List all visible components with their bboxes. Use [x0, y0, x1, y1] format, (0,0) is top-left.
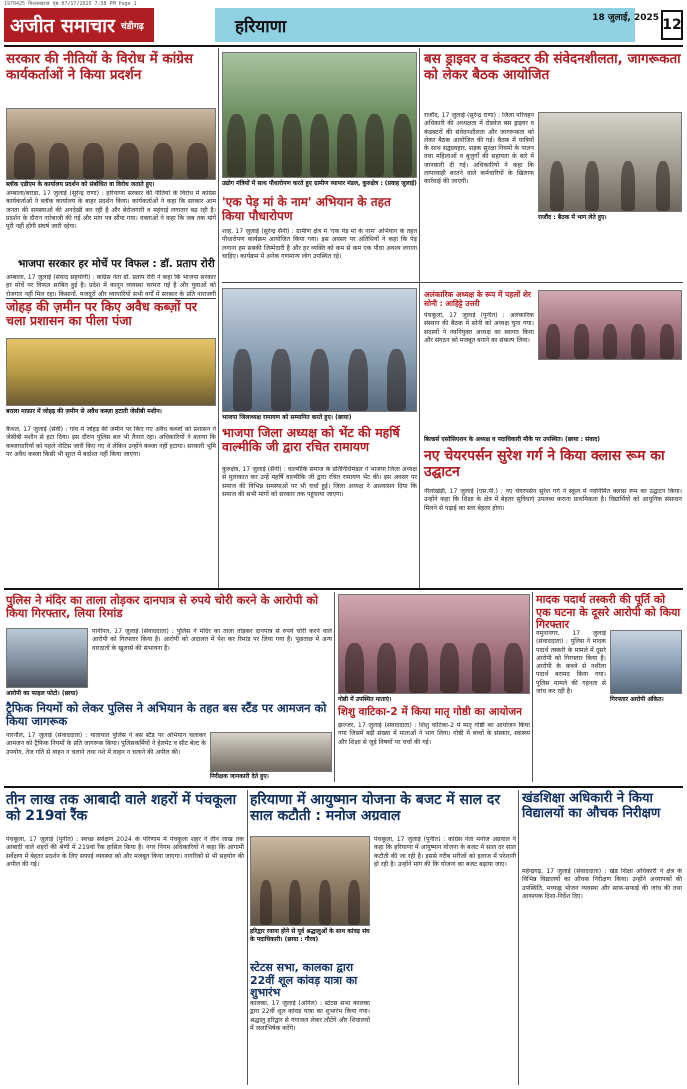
story-photo [250, 836, 370, 926]
story-headline: शिशु वाटिका-2 में किया मातृ गोष्ठी का आयोजन [338, 706, 522, 718]
story-photo [6, 628, 88, 688]
photo-caption: आरोपी का फाइल फोटो। (छाया) [6, 690, 79, 697]
story-body: झज्जर, 17 जुलाई (संवाददाता) : शिशु वाटिका-2 में मातृ गोष्ठी का आयोजन किया गया जिसमें बड़ी संख्या में माताओं ने भाग लिया। गोष्ठी में बच्चों के संस्कार, स्वास्थ्य और शिक्षा से जुड़े विषयों पर चर्चा की गई। [338, 722, 530, 746]
column-divider [334, 592, 335, 782]
column-divider [247, 790, 248, 1085]
photo-caption: भाजपा जिलाध्यक्ष रामायण को सम्मानित करते हुए। (छाया) [222, 414, 352, 421]
story-body: पंचकूला, 17 जुलाई (पुनीत) : कांग्रेस नेता मनोज अग्रवाल ने कहा कि हरियाणा में आयुष्मान योजना के बजट में साल दर साल कटौती की जा रही है। इससे गरीब मरीजों को इलाज में परेशानी हो रही है। उन्होंने मांग की कि योजना का बजट बढ़ाया जाए। [374, 836, 516, 868]
story-photo [6, 108, 216, 180]
photo-caption: हरिद्वार रवाना होने से पूर्व श्रद्धालुओं के साथ कांवड़ संघ के पदाधिकारी। (छाया : गौरव) [250, 928, 370, 943]
story-headline: मादक पदार्थ तस्करी की पूर्ति को एक घटना के दूसरे आरोपी को किया गिरफ्तार [536, 593, 681, 632]
column-divider [518, 790, 519, 1085]
story-headline: खंडशिक्षा अधिकारी ने किया विद्यालयों का औचक निरीक्षण [522, 791, 661, 821]
story-body: अम्बाला/बराड़ा, 17 जुलाई (सुरेन्द्र राणा) : हरियाणा सरकार की नीतियों के विरोध में कांग्रेस कार्यकर्ताओं ने ब्लॉक कार्यालय के बाहर प्रदर्शन किया। कार्यकर्ताओं ने कहा कि सरकार आम जनता की समस्याओं की अनदेखी कर रही है और बेरोजगारी व महंगाई लगातार बढ़ रही है। प्रदर्शन के दौरान नारेबाजी की गई और मांग पत्र सौंपा गया। वक्ताओं ने कहा कि जब तक मांगें पूरी नहीं होंगी संघर्ष जारी रहेगा। [6, 190, 216, 231]
story-headline: हरियाणा में आयुष्मान योजना के बजट में साल दर साल कटौती : मनोज अग्रवाल [250, 792, 501, 825]
story-photo [538, 290, 682, 360]
story-photo [610, 630, 682, 694]
story-body: पंचकूला, 17 जुलाई (पुनीत) : अलंकारिक संस्थान की बैठक में सोनी को अध्यक्ष चुना गया। सदस्यों ने नवनियुक्त अध्यक्ष का स्वागत किया और संगठन को मजबूत बनाने का संकल्प लिया। [424, 312, 534, 344]
story-body: नारनौल, 17 जुलाई (संवाददाता) : यातायात पुलिस ने बस स्टैंड पर अभियान चलाकर आमजन को ट्रैफिक नियमों के प्रति जागरूक किया। पुलिसकर्मियों ने हेलमेट व सीट बेल्ट के उपयोग, तेज गति से वाहन न चलाने तथा नशे में वाहन न चलाने की अपील की। [6, 732, 206, 756]
story-body: शाह, 17 जुलाई (सुरेन्द्र सैनी) : ग्रामीण क्षेत्र में 'एक पेड़ मां के नाम' अभियान के तहत पौधारोपण कार्यक्रम आयोजित किया गया। इस अवसर पर अतिथियों ने कहा कि पेड़ लगाना हम सबकी जिम्मेदारी है और हर व्यक्ति को कम से कम एक पौधा अवश्य लगाना चाहिए। कार्यक्रम में अनेक गणमान्य लोग उपस्थित रहे। [222, 228, 417, 260]
story-photo [222, 52, 417, 178]
photo-caption: उद्योग मंत्रियों में साथ पौधारोपण करते हुए ग्रामीण व्यापार मंडल, कुरुक्षेत्र : (प्रवाह जुलाई) [222, 180, 417, 187]
story-headline: पुलिस ने मंदिर का ताला तोड़कर दानपात्र से रुपये चोरी करने के आरोपी को किया गिरफ्तार, लिया रिमांड [6, 593, 319, 621]
story-body: अम्बाला, 17 जुलाई (संवाद सहयोगी) : कांग्रेस नेता डॉ. प्रताप रोरी ने कहा कि भाजपा सरकार हर मोर्चे पर विफल साबित हुई है। प्रदेश में कानून व्यवस्था चरमरा गई है और युवाओं को रोजगार नहीं मिल रहा। किसानों, मजदूरों और व्यापारियों सभी वर्गों में सरकार के प्रति नाराजगी [6, 274, 216, 298]
column-divider [532, 592, 533, 782]
section-rule [4, 588, 683, 590]
photo-caption: निरीक्षक जानकारी देते हुए। [210, 773, 269, 780]
newspaper-logo [4, 8, 154, 42]
story-headline: नए चेयरपर्सन सुरेश गर्ग ने किया क्लास रूम का उद्घाटन [424, 448, 665, 481]
story-headline: ट्रैफिक नियमों को लेकर पुलिस ने अभियान के तहत बस स्टैंड पर आमजन को किया जागरूक [6, 701, 327, 729]
story-body: राजौंद, 17 जुलाई (सुरेन्द्र राणा) : जिला परिवहन अधिकारी की अध्यक्षता में रोडवेज बस ड्राइवर व कंडक्टरों की संवेदनशीलता और जागरूकता को लेकर बैठक आयोजित की गई। बैठक में यात्रियों के साथ सद्व्यवहार, सड़क सुरक्षा नियमों के पालन तथा महिलाओं व बुजुर्गों की सहायता के बारे में जानकारी दी गई। अधिकारियों ने कहा कि लापरवाही बरतने वाले कर्मचारियों के खिलाफ कार्रवाई की जाएगी। [424, 112, 534, 186]
story-headline: भाजपा जिला अध्यक्ष को भेंट की महर्षि वाल्मीकि जी द्वारा रचित रामायण [222, 425, 400, 455]
photo-caption: राजौंद : बैठक में भाग लेते हुए। [538, 214, 607, 221]
story-headline: अलंकारिक अध्यक्ष के रूप में पहलों शेर सोनी : आहिट्टे उत्तरी [424, 290, 532, 308]
story-body: कालका, 17 जुलाई (अनिल) : स्टेटस सभा कालका द्वारा 22वीं शूल कांवड़ यात्रा का शुभारंभ किया गया। श्रद्धालु हरिद्वार से गंगाजल लेकर लौटेंगे और शिवालयों में जलाभिषेक करेंगे। [250, 1000, 370, 1032]
masthead [0, 8, 687, 44]
section-rule [4, 786, 683, 788]
photo-caption: बराला माफ़ार में जोहड़ की ज़मीन से अवैध कब्ज़ा हटाती जेसीबी मशीन। [6, 408, 162, 415]
story-photo [338, 594, 530, 694]
page-number: 12 [661, 10, 683, 40]
header-rule [4, 45, 683, 47]
edition-city: चंडीगढ़ [120, 21, 144, 32]
story-photo [210, 732, 332, 772]
issue-date: 18 जुलाई, 2025 [592, 13, 659, 23]
story-body: नीलोखेड़ी, 17 जुलाई (एस.पी.) : नए चेयरपर्सन सुरेश गर्ग ने स्कूल में नवनिर्मित क्लास रूम का उद्घाटन किया। उन्होंने कहा कि शिक्षा के क्षेत्र में बेहतर सुविधाएं उपलब्ध कराना प्राथमिकता है। विद्यार्थियों को आधुनिक संसाधन मिलने से पढ़ाई का स्तर बेहतर होगा। [424, 488, 682, 512]
brand-name: अजीत समाचार [10, 15, 115, 37]
section-label: हरियाणा [235, 16, 287, 37]
story-photo [222, 288, 417, 412]
photo-caption: बिल्डर्स एसोसिएशन के अध्यक्ष व पदाधिकारी मौके पर उपस्थित। (छाया : संवाद) [424, 436, 601, 443]
story-headline: जोहड़ की ज़मीन पर किए अवैध कब्ज़ों पर चला प्रशासन का पीला पंजा [6, 299, 198, 329]
story-headline: बस ड्राइवर व कंडक्टर की संवेदनशीलता, जागरूकता को लेकर बैठक आयोजित [424, 51, 681, 83]
section-title [215, 8, 635, 42]
column-divider [218, 48, 219, 588]
story-headline: स्टेटस सभा, कालका द्वारा 22वीं शूल कांवड़ यात्रा का शुभारंभ [250, 961, 358, 1000]
story-headline: तीन लाख तक आबादी वाले शहरों में पंचकूला को 219वां रैंक [6, 792, 237, 825]
story-body: कुरुक्षेत्र, 17 जुलाई (सैनी) : वाल्मीकि समाज के प्रतिनिधिमंडल ने भाजपा जिला अध्यक्ष से मुलाकात कर उन्हें महर्षि वाल्मीकि जी द्वारा रचित रामायण भेंट की। इस अवसर पर समाज की विभिन्न समस्याओं पर भी चर्चा हुई। जिला अध्यक्ष ने आश्वासन दिया कि समाज की सभी मांगों को सरकार तक पहुंचाया जाएगा। [222, 466, 417, 498]
photo-caption: ब्लॉक एडीएम के कार्यालय प्रदर्शन को संबोधित वा विरोध जताते हुए। [6, 181, 155, 188]
story-photo [538, 112, 682, 212]
story-headline: सरकार की नीतियों के विरोध में कांग्रेस कार्यकर्ताओं ने किया प्रदर्शन [6, 51, 193, 83]
story-body: महेन्द्रगढ़, 17 जुलाई (संवाददाता) : खंड शिक्षा अधिकारी ने क्षेत्र के विभिन्न विद्यालयों का औचक निरीक्षण किया। उन्होंने अध्यापकों की उपस्थिति, मध्याह्न भोजन व्यवस्था और साफ-सफाई की जांच की तथा आवश्यक दिशा-निर्देश दिए। [522, 868, 682, 900]
story-body: यमुनानगर, 17 जुलाई (संवाददाता) : पुलिस ने मादक पदार्थ तस्करी के मामले में दूसरे आरोपी को गिरफ्तार किया है। आरोपी के कब्जे से नशीला पदार्थ बरामद किया गया। पुलिस मामले की गहनता से जांच कर रही है। [536, 630, 606, 696]
story-body: कैथल, 17 जुलाई (सेवी) : गांव में जोहड़ की जमीन पर किए गए अवैध कब्जों को प्रशासन ने जेसीबी मशीन से हटा दिया। इस दौरान पुलिस बल भी तैनात रहा। अधिकारियों ने बताया कि कब्जाधारियों को पहले नोटिस जारी किए गए थे लेकिन उन्होंने कब्जा नहीं हटाया। सरकारी भूमि पर अवैध कब्जा किसी भी सूरत में बर्दाश्त नहीं किया जाएगा। [6, 426, 216, 458]
print-meta-line: 1970425 मिल्लाखराब पृष्ठ 07/17/2025 7:38 PM Page 1 [4, 1, 137, 7]
photo-caption: गोष्ठी में उपस्थित माताएं। [338, 696, 392, 703]
story-body: पंचकूला, 17 जुलाई (पुनीत) : स्वच्छ सर्वेक्षण 2024 के परिणाम में पंचकूला शहर ने तीन लाख तक आबादी वाले शहरों की श्रेणी में 219वां रैंक हासिल किया है। नगर निगम अधिकारियों ने कहा कि आगामी सर्वेक्षण में बेहतर प्रदर्शन के लिए सफाई व्यवस्था को और मजबूत किया जाएगा। नागरिकों से भी सहयोग की अपील की गई। [6, 836, 244, 868]
photo-caption: गिरफ्तार आरोपी अंकित। [610, 696, 664, 703]
story-photo [6, 338, 216, 406]
story-headline: भाजपा सरकार हर मोर्चे पर विफल : डॉ. प्रताप रोरी [18, 258, 215, 270]
column-divider [419, 48, 420, 588]
story-body: पानीपत, 17 जुलाई (संवाददाता) : पुलिस ने मंदिर का ताला तोड़कर दानपात्र से रुपये चोरी करने वाले आरोपी को गिरफ्तार किया है। आरोपी को अदालत में पेश कर रिमांड पर लिया गया है। पूछताछ में अन्य वारदातों के खुलासे की संभावना है। [92, 628, 332, 652]
story-headline: 'एक पेड़ मां के नाम' अभियान के तहत किया पौधारोपण [222, 195, 391, 223]
divider [222, 282, 683, 283]
